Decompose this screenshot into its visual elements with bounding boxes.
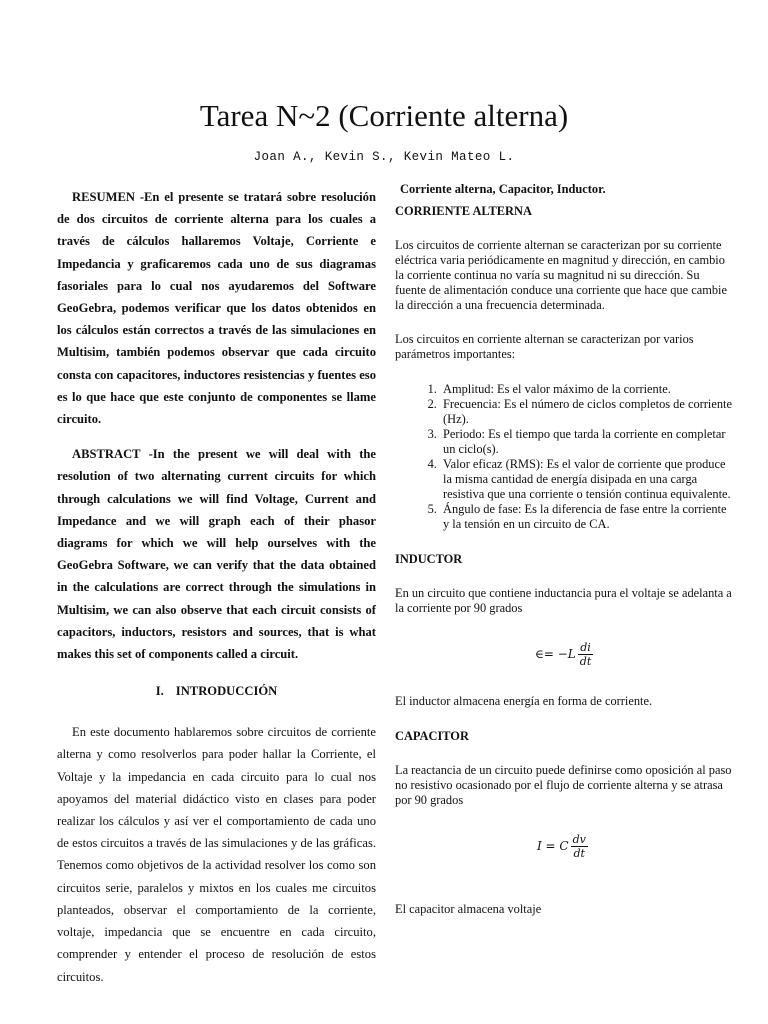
list-item: 3. Periodo: Es el tiempo que tarda la corriente en completar un ciclo(s). <box>440 427 732 457</box>
capacitor-paragraph: La reactancia de un circuito puede definirse como oposición al paso no resistivo ocasionado por el flujo de corriente alterna y se atrasa por 90 grados <box>395 763 732 807</box>
paper-title: Tarea N~2 (Corriente alterna) <box>199 98 569 133</box>
heading-inductor: INDUCTOR <box>395 552 463 566</box>
right-column <box>395 182 732 917</box>
fraction-numerator: di <box>580 640 591 654</box>
fraction-numerator: dv <box>572 832 586 846</box>
parameters-list <box>395 382 732 532</box>
inductor-paragraph: En un circuito que contiene inductancia pura el voltaje se adelanta a la corriente por 90 grados <box>395 586 732 615</box>
section-heading <box>57 681 376 701</box>
keywords: Corriente alterna, Capacitor, Inductor. <box>400 182 606 196</box>
intro-paragraph: En este documento hablaremos sobre circuitos de corriente alterna y como resolverlos para poder hallar la Corriente, el Voltaje y la impedancia en cada circuito para lo cual nos apoyamos del material didáctico visto en clases para poder realizar los cálculos y así ver el comportamiento de cada uno de estos circuitos a través de las simulaciones y de las gráficas. Tenemos como objetivos de la actividad resolver los como son circuitos serie, paralelos y mixtos en los cuales me circuitos planteados, observar el comportamiento de la corriente, voltaje, impedancia que se encuentre en cada circuito, comprender y entender el proceso de resolución de estos circuitos. <box>57 725 376 984</box>
capacitor-equation-lhs: I = C <box>537 839 569 853</box>
list-item: 2. Frecuencia: Es el número de ciclos completos de corriente (Hz). <box>440 397 732 427</box>
list-item: 4. Valor eficaz (RMS): Es el valor de corriente que produce la misma cantidad de energía disipada en una carga resistiva que una corriente o tensión continua equivalente. <box>440 457 732 502</box>
heading-corriente-alterna: CORRIENTE ALTERNA <box>395 204 532 218</box>
list-item: 1. Amplitud: Es el valor máximo de la corriente. <box>440 382 732 397</box>
inductor-equation-lhs: ∈= −L <box>535 647 576 661</box>
inductor-note: El inductor almacena energía en forma de corriente. <box>395 694 653 708</box>
inductor-equation-fraction <box>578 641 593 668</box>
ca-paragraph-2: Los circuitos en corriente alternan se caracterizan por varios parámetros importantes: <box>395 332 694 361</box>
left-column <box>57 186 376 988</box>
resumen-paragraph: RESUMEN -En el presente se tratará sobre resolución de dos circuitos de corriente alterna para los cuales a través de cálculos hallaremos Voltaje, Corriente e Impedancia y graficaremos cada uno de sus diagramas fasoriales para lo cual nos ayudaremos del Software GeoGebra, podemos verificar que los datos obtenidos en los cálculos están correctos a través de las simulaciones en Multisim, también podemos observar que cada circuito consta con capacitores, inductores resistencias y fuentes eso es lo que hace que este conjunto de componentes se llame circuito. <box>57 190 376 427</box>
inductor-equation <box>535 634 732 674</box>
capacitor-equation <box>537 826 732 866</box>
authors: Joan A., Kevin S., Kevin Mateo L. <box>253 150 515 164</box>
heading-capacitor: CAPACITOR <box>395 729 469 743</box>
section-title: INTRODUCCIÓN <box>175 684 278 699</box>
ca-paragraph-1: Los circuitos de corriente alternan se caracterizan por su corriente eléctrica varia periódicamente en magnitud y dirección, en cambio la corriente continua no varía su magnitud ni su dirección. Su fuente de alimentación conduce una corriente que hace que cambie la dirección a una frecuencia determinada. <box>395 238 727 312</box>
capacitor-note: El capacitor almacena voltaje <box>395 902 542 916</box>
fraction-denominator: dt <box>579 654 592 668</box>
abstract-paragraph: ABSTRACT -In the present we will deal with the resolution of two alternating current circuits for which through calculations we will find Voltage, Current and Impedance and we will graph each of their phasor diagrams for which we will help ourselves with the GeoGebra Software, we can verify that the data obtained in the calculations are correct through the simulations in Multisim, we can also observe that each circuit consists of capacitors, inductors, resistors and sources, that is what makes this set of components called a circuit. <box>57 447 376 662</box>
fraction-denominator: dt <box>573 846 585 860</box>
section-number: I. <box>155 684 164 699</box>
list-item: 5. Ángulo de fase: Es la diferencia de fase entre la corriente y la tensión en un circuito de CA. <box>440 502 732 532</box>
capacitor-equation-fraction <box>571 833 588 860</box>
